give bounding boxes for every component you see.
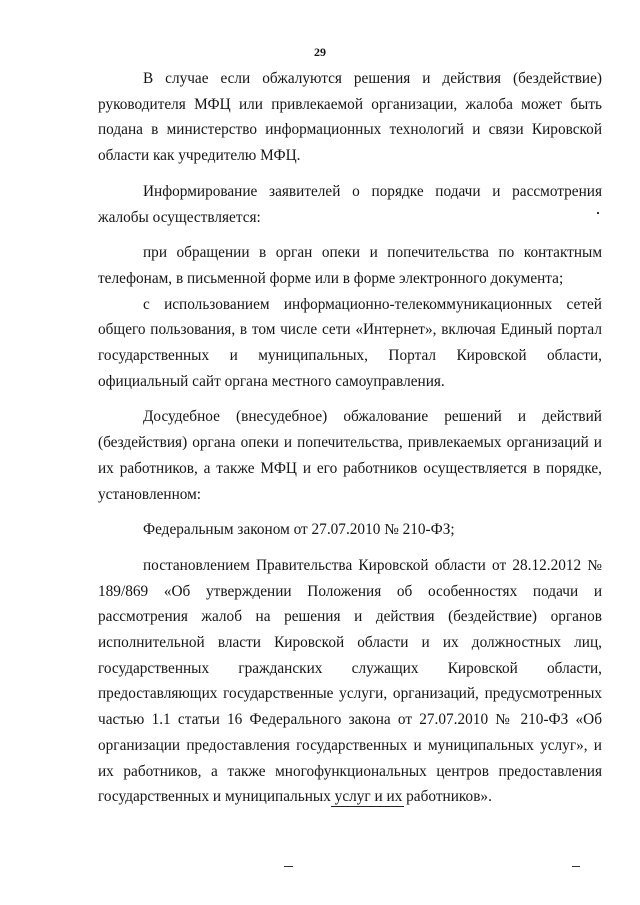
document-body [98,66,602,810]
paragraph-complaint-ministry: В случае если обжалуются решения и действия (бездействие) руководителя МФЦ или привлекаемой организации, жалоба может быть подана в министерство информационных технологий и связи Кировской области как учредителю МФЦ. [98,70,602,165]
scan-speck [572,866,580,867]
paragraph-federal-law: Федеральным законом от 27.07.2010 № 210-ФЗ; [143,521,455,539]
paragraph-informing-applicants: Информирование заявителей о порядке подачи и рассмотрения жалобы осуществляется: [98,182,602,226]
paragraph-pretrial-appeal: Досудебное (внесудебное) обжалование решений и действий (бездействия) органа опеки и попечительства, привлекаемых организаций и их работников, а также МФЦ и его работников осуществляется в порядке, установленном: [98,408,602,503]
scan-speck [284,866,293,867]
paragraph-internet-channels: с использованием информационно-телекоммуникационных сетей общего пользования, в том числе сети «Интернет», включая Единый портал государственных и муниципальных, Портал Кировской области, официальный сайт органа местного самоуправления. [98,295,602,390]
scan-speck [597,212,599,214]
end-divider [331,806,404,807]
page-number: 29 [314,45,326,59]
paragraph-government-resolution: постановлением Правительства Кировской области от 28.12.2012 № 189/869 «Об утверждении Положения об особенностях подачи и рассмотрения жалоб на решения и действия (бездействие) органов исполнительной власти Кировской области и их должностных лиц, государственных гражданских служащих Кировской области, предоставляющих государственные услуги, организаций, предусмотренных частью 1.1 статьи 16 Федерального закона от 27.07.2010 № 210-ФЗ «Об организации предоставления государственных и муниципальных услуг», и их работников, а также многофункциональных центров предоставления государственных и муниципальных услуг и их работников». [98,556,602,806]
paragraph-contact-channels: при обращении в орган опеки и попечительства по контактным телефонам, в письменной форме или в форме электронного документа; [98,244,602,287]
